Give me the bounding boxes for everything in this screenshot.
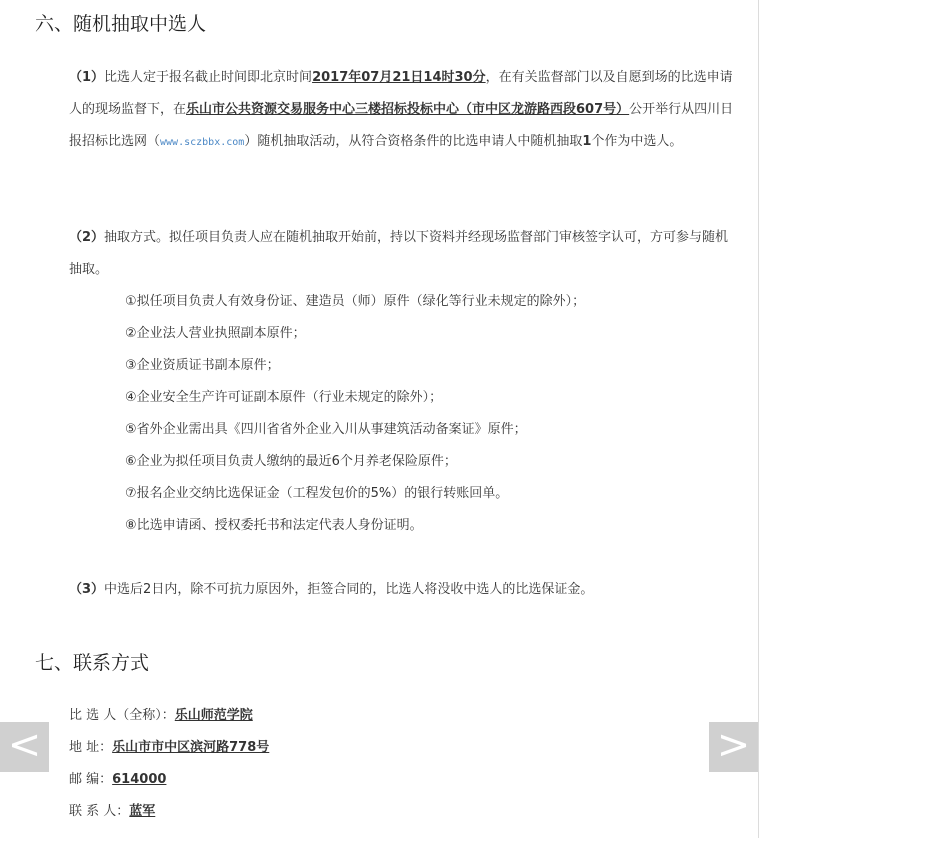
- selection-count: 1: [582, 134, 592, 149]
- paragraph-1-text-e: 个作为中选人。: [591, 134, 683, 149]
- requirement-item-3: ③企业资质证书副本原件；: [125, 358, 280, 373]
- requirement-item-4: ④企业安全生产许可证副本原件（行业未规定的除外）；: [125, 390, 443, 405]
- paragraph-1: [69, 62, 739, 159]
- paragraph-2-text: 抽取方式。拟任项目负责人应在随机抽取开始前，持以下资料并经现场监督部门审核签字认可，方可参与随机抽取。: [69, 230, 729, 277]
- section-7-title: 七、联系方式: [35, 652, 150, 674]
- paragraph-2: [69, 222, 739, 286]
- contact-value: 乐山市市中区滨河路778号: [112, 740, 270, 755]
- paragraph-2-number: （2）: [69, 230, 105, 245]
- website-link[interactable]: www.sczbbx.com: [160, 137, 245, 148]
- contact-row-address: [69, 732, 269, 764]
- contact-label: 邮 编：: [69, 772, 113, 787]
- paragraph-3-number: （3）: [69, 582, 105, 597]
- requirement-item-7: ⑦报名企业交纳比选保证金（工程发包价的5%）的银行转账回单。: [125, 486, 509, 501]
- contact-value: 蓝军: [129, 804, 156, 819]
- venue-address: 乐山市公共资源交易服务中心三楼招标投标中心（市中区龙游路西段607号）: [186, 102, 630, 117]
- contact-row-tenderer: [69, 700, 253, 732]
- contact-label: 比 选 人（全称）：: [69, 708, 175, 723]
- requirement-item-8: ⑧比选申请函、授权委托书和法定代表人身份证明。: [125, 518, 423, 533]
- contact-label: 地 址：: [69, 740, 113, 755]
- requirement-item-6: ⑥企业为拟任项目负责人缴纳的最近6个月养老保险原件；: [125, 454, 457, 469]
- paragraph-1-text-c: 公开举行从四川日报招标比选网（: [69, 102, 734, 149]
- contact-row-person: [69, 796, 155, 828]
- paragraph-1-text-b: ，在有关监督部门以及自愿到场的比选申请人的现场监督下，在: [69, 70, 733, 117]
- contact-label: 联 系 人：: [69, 804, 130, 819]
- paragraph-1-text-d: ）随机抽取活动，从符合资格条件的比选申请人中随机抽取: [244, 134, 583, 149]
- contact-value: 乐山师范学院: [174, 708, 253, 723]
- paragraph-3-text: 中选后2日内，除不可抗力原因外，拒签合同的，比选人将没收中选人的比选保证金。: [104, 582, 594, 597]
- section-6-title: 六、随机抽取中选人: [35, 13, 207, 35]
- previous-page-button[interactable]: <: [0, 722, 49, 772]
- paragraph-3: [69, 574, 739, 606]
- paragraph-1-number: （1）: [69, 70, 105, 85]
- deadline-time: 2017年07月21日14时30分: [312, 70, 486, 85]
- next-page-button[interactable]: >: [709, 722, 758, 772]
- contact-row-postcode: [69, 764, 166, 796]
- requirement-item-2: ②企业法人营业执照副本原件；: [125, 326, 306, 341]
- requirement-item-1: ①拟任项目负责人有效身份证、建造员（师）原件（绿化等行业未规定的除外）；: [125, 294, 586, 309]
- requirement-item-5: ⑤省外企业需出具《四川省省外企业入川从事建筑活动备案证》原件；: [125, 422, 527, 437]
- paragraph-1-text-a: 比选人定于报名截止时间即北京时间: [104, 70, 313, 85]
- contact-value: 614000: [112, 772, 167, 787]
